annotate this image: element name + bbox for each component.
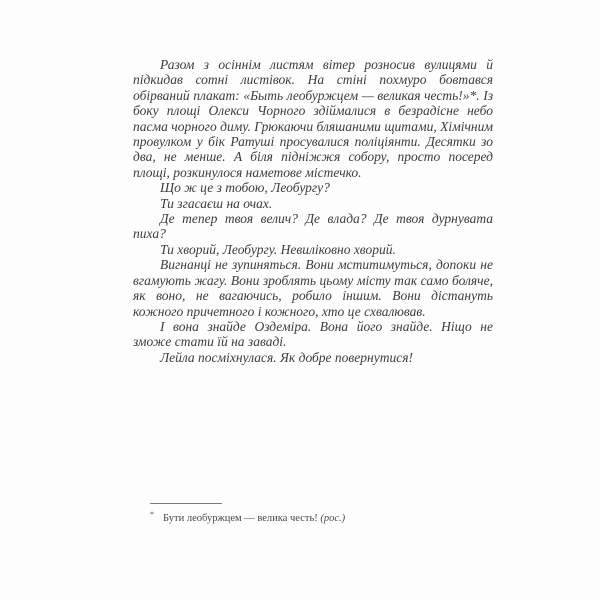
- paragraph: Де тепер твоя велич? Де влада? Де твоя дурнувата пиха?: [133, 211, 493, 242]
- paragraph: Що ж це з тобою, Леобургу?: [160, 180, 330, 196]
- paragraph: Разом з осіннім листям вітер розносив вулицями й підкидав сотні листівок. На стіні похмуро бовтався обірваний плакат: «Быть леобуржцем — великая честь!»*. Із боку площі Олекси Чорного здіймалися в безрадісне небо пасма чорного диму. Грюкаючи бляшаними щитами, Хімічним провулком у бік Ратуші просувалися поліціянти. Десятки зо два, не менше. А біля підніжжя собору, просто посеред площі, розкинулося наметове містечко.: [133, 57, 493, 180]
- footnote-language-note: (рос.): [320, 513, 346, 524]
- footnote-line: [150, 508, 493, 525]
- footnote-text: Бути леобуржцем — велика честь!: [163, 513, 321, 524]
- paragraph: Ти хворий, Леобургу. Невиліковно хворий.: [160, 241, 396, 257]
- body-text: [133, 57, 493, 365]
- paragraph: Вигнанці не зупиняться. Вони мститимуться, допоки не вгамують жагу. Вони зроблять цьому місту так само боляче, як воно, не вагаючись, робило іншим. Вони дістануть кожного причетного і кожного, хто це схвалював.: [133, 257, 493, 319]
- footnote-separator: [150, 503, 222, 504]
- footnote-marker: *: [150, 510, 154, 519]
- paragraph: Ти згасаєш на очах.: [160, 195, 273, 211]
- paragraph: Лейла посміхнулася. Як добре повернутися!: [160, 349, 413, 365]
- footnote: [150, 503, 493, 525]
- paragraph: І вона знайде Оздеміра. Вона його знайде. Ніщо не зможе стати їй на заваді.: [133, 318, 493, 350]
